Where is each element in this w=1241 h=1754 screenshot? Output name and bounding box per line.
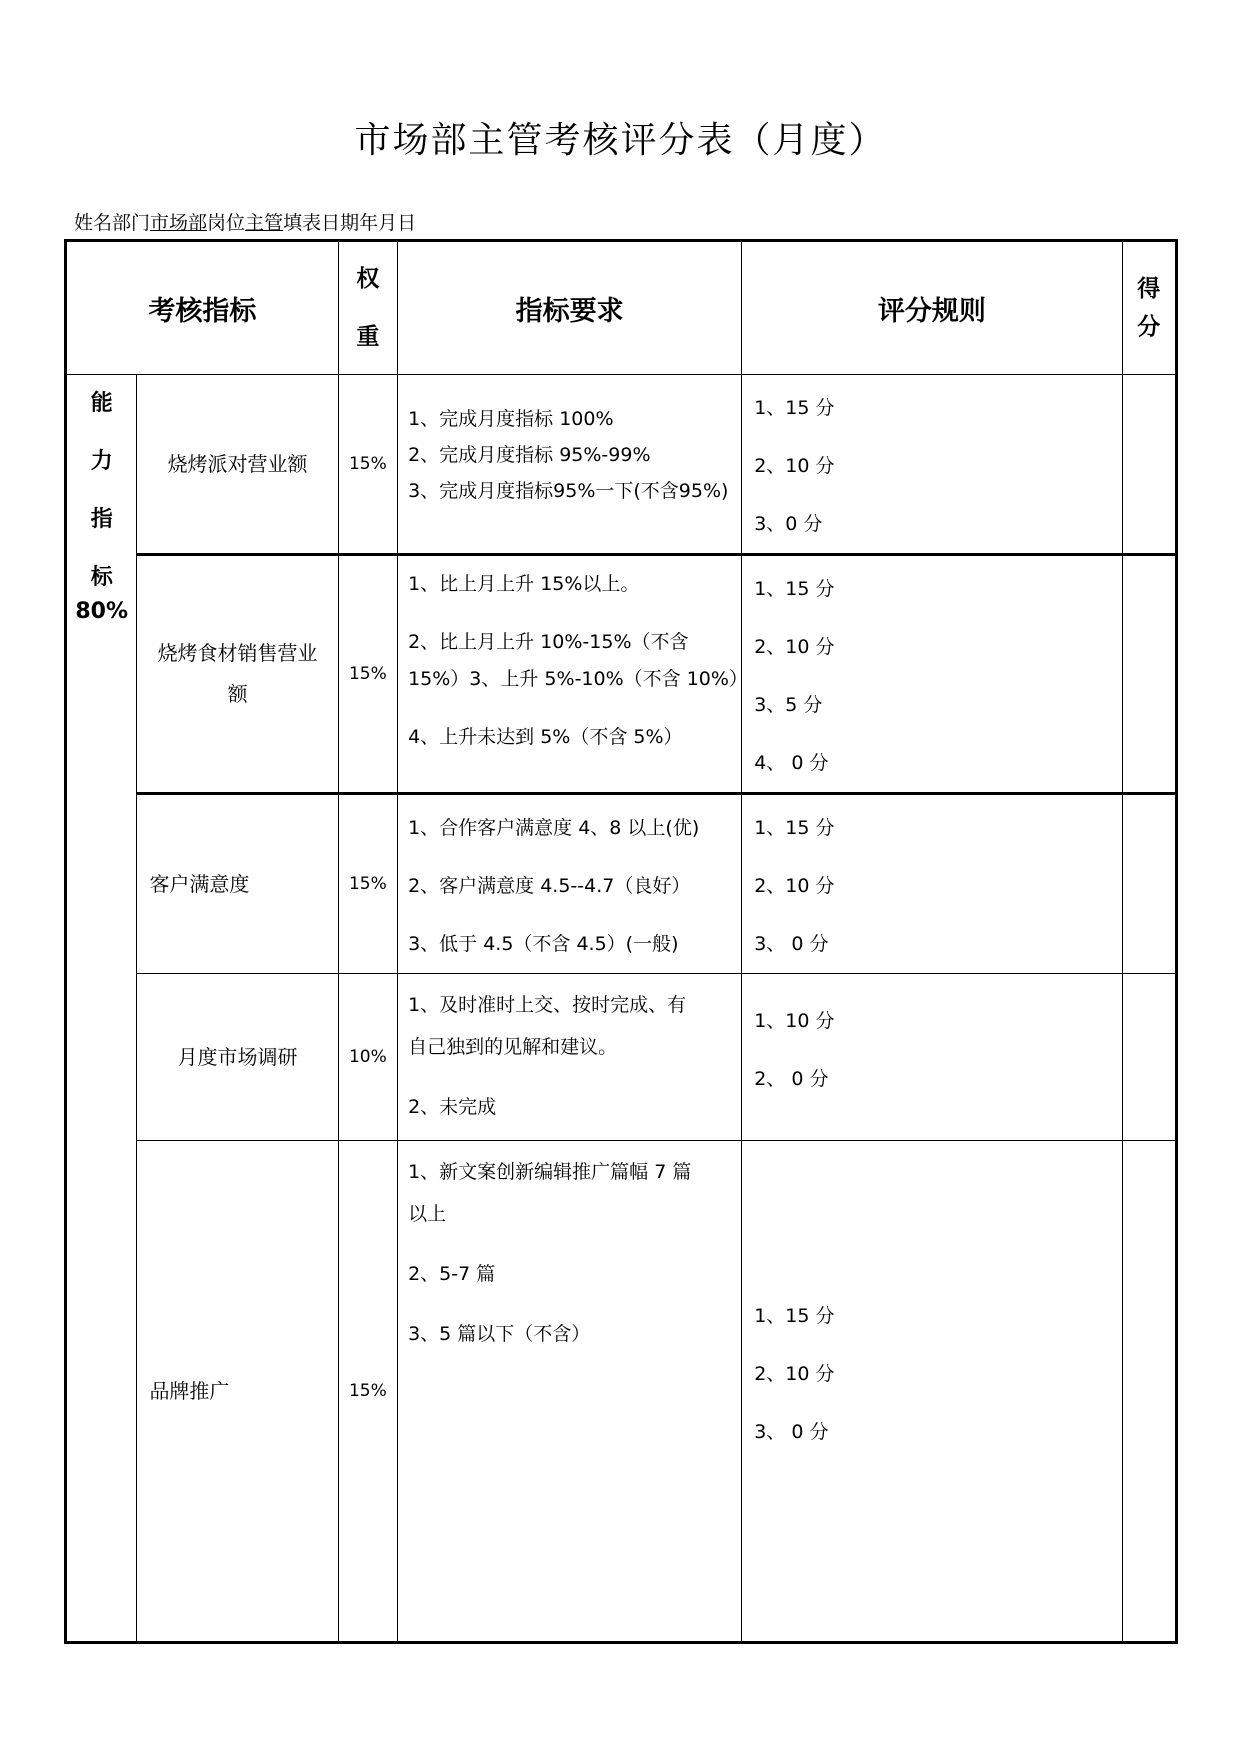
dept-value: 市场部 bbox=[150, 212, 208, 234]
table-row bbox=[66, 375, 1177, 555]
requirement-cell: 1、及时准时上交、按时完成、有 自己独到的见解和建议。 2、未完成 bbox=[398, 974, 742, 1141]
table-row bbox=[66, 794, 1177, 974]
date-label: 填表日期年月日 bbox=[283, 212, 417, 234]
header-weight: 权 重 bbox=[338, 241, 397, 375]
score-input[interactable] bbox=[1122, 794, 1176, 974]
indicator-name: 月度市场调研 bbox=[137, 974, 338, 1141]
rule-cell: 1、15 分 2、10 分 3、0 分 bbox=[742, 375, 1122, 555]
page-title: 市场部主管考核评分表（月度） bbox=[354, 120, 887, 161]
weight-value: 15% bbox=[338, 1141, 397, 1643]
header-requirement: 指标要求 bbox=[398, 241, 742, 375]
score-input[interactable] bbox=[1122, 375, 1176, 555]
requirement-cell: 1、合作客户满意度 4、8 以上(优) 2、客户满意度 4.5--4.7（良好） 3、低于 4.5（不含 4.5）(一般) bbox=[398, 794, 742, 974]
table-row bbox=[66, 555, 1177, 794]
indicator-name: 烧烤派对营业额 bbox=[137, 375, 338, 555]
assessment-table bbox=[64, 239, 1178, 1644]
post-label: 岗位 bbox=[207, 212, 246, 234]
indicator-name: 客户满意度 bbox=[137, 794, 338, 974]
dept-label: 部门 bbox=[112, 212, 151, 234]
table-row bbox=[66, 1141, 1177, 1643]
name-label: 姓名 bbox=[74, 212, 113, 234]
category-cell: 能 力 指 标 80% bbox=[66, 375, 137, 1643]
weight-value: 15% bbox=[338, 375, 397, 555]
score-input[interactable] bbox=[1122, 555, 1176, 794]
table-row bbox=[66, 974, 1177, 1141]
score-input[interactable] bbox=[1122, 974, 1176, 1141]
info-line bbox=[74, 208, 416, 235]
weight-value: 10% bbox=[338, 974, 397, 1141]
weight-value: 15% bbox=[338, 794, 397, 974]
requirement-cell: 1、完成月度指标 100% 2、完成月度指标 95%-99% 3、完成月度指标95%一下(不含95%) bbox=[398, 375, 742, 555]
requirement-cell: 1、新文案创新编辑推广篇幅 7 篇 以上 2、5-7 篇 3、5 篇以下（不含） bbox=[398, 1141, 742, 1643]
header-score: 得 分 bbox=[1122, 241, 1176, 375]
header-row bbox=[66, 241, 1177, 375]
indicator-name: 烧烤食材销售营业 额 bbox=[137, 555, 338, 794]
rule-cell: 1、15 分 2、10 分 3、 0 分 bbox=[742, 794, 1122, 974]
header-indicator: 考核指标 bbox=[66, 241, 339, 375]
rule-cell: 1、15 分 2、10 分 3、 0 分 bbox=[742, 1141, 1122, 1643]
post-value: 主管 bbox=[245, 212, 284, 234]
score-input[interactable] bbox=[1122, 1141, 1176, 1643]
header-rule: 评分规则 bbox=[742, 241, 1122, 375]
rule-cell: 1、10 分 2、 0 分 bbox=[742, 974, 1122, 1141]
weight-value: 15% bbox=[338, 555, 397, 794]
requirement-cell: 1、比上月上升 15%以上。 2、比上月上升 10%-15%（不含 15%）3、上升 5%-10%（不含 10%） 4、上升未达到 5%（不含 5%） bbox=[398, 555, 742, 794]
rule-cell: 1、15 分 2、10 分 3、5 分 4、 0 分 bbox=[742, 555, 1122, 794]
indicator-name: 品牌推广 bbox=[137, 1141, 338, 1643]
